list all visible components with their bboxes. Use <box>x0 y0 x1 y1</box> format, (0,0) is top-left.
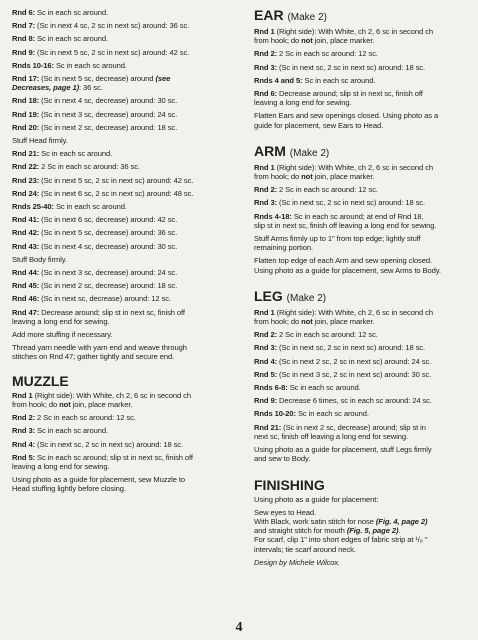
ear-rnd-6-cont: leaving a long end for sewing. <box>254 98 352 108</box>
instruction-rnd-45: Rnd 45: (Sc in next 2 sc, decrease) around: 18 sc. <box>12 281 178 291</box>
finishing-eyes: Sew eyes to Head. <box>254 507 317 517</box>
leg-rnds-6-8: Rnds 6-8: Sc in each sc around. <box>254 383 361 393</box>
ear-rnd-1-cont: from hook; do not join, place marker. <box>254 36 375 46</box>
instruction-rnd-6: Rnd 6: Sc in each sc around. <box>12 8 108 17</box>
muzzle-rnd-4: Rnd 4: (Sc in next sc, 2 sc in next sc) around: 18 sc. <box>12 439 184 449</box>
right-column <box>254 8 470 567</box>
left-column <box>12 8 236 494</box>
instruction-rnd-47: Rnd 47: Decrease around; slip st in next sc, finish off <box>12 307 185 317</box>
ear-note-cont: guide for placement, sew Ears to Head. <box>254 120 384 130</box>
section-title-muzzle: MUZZLE <box>12 372 69 389</box>
note-stuff-head: Stuff Head firmly. <box>12 136 68 146</box>
leg-rnd-1-cont: from hook; do not join, place marker. <box>254 317 375 327</box>
muzzle-rnd-3: Rnd 3: Sc in each sc around. <box>12 426 108 436</box>
note-thread-needle-cont: stitches on Rnd 47; gather tightly and secure end. <box>12 352 175 362</box>
instruction-rnds-10-16: Rnds 10-16: Sc in each sc around. <box>12 60 127 70</box>
arm-sew-note: Flatten top edge of each Arm and sew opening closed. <box>254 256 433 266</box>
instruction-rnd-18: Rnd 18: (Sc in next 4 sc, decrease) around: 30 sc. <box>12 96 178 106</box>
instruction-rnd-17-cont: Decreases, page 1): 36 sc. <box>12 83 103 93</box>
leg-note-cont: and sew to Body. <box>254 454 311 464</box>
section-title-leg: LEG (Make 2) <box>254 287 327 304</box>
note-add-stuffing: Add more stuffing if necessary. <box>12 330 113 340</box>
muzzle-rnd-1-cont: from hook; do not join, place marker. <box>12 399 133 409</box>
finishing-scarf-cont: intervals; tie scarf around neck. <box>254 544 356 554</box>
instruction-rnd-46: Rnd 46: (Sc in next sc, decrease) around: 12 sc. <box>12 294 171 304</box>
leg-note: Using photo as a guide for placement, stuff Legs firmly <box>254 445 432 455</box>
arm-rnds-4-18-cont: slip st in next sc, finish off leaving a long end for sewing. <box>254 220 437 230</box>
muzzle-rnd-1: Rnd 1 (Right side): With White, ch 2, 6 sc in second ch <box>12 390 191 400</box>
ear-rnd-6: Rnd 6: Decrease around; slip st in next sc, finish off <box>254 89 423 99</box>
finishing-scarf: For scarf, clip 1" into short edges of fabric strip at ¹/₈ " <box>254 535 428 545</box>
arm-rnd-2: Rnd 2: 2 Sc in each sc around: 12 sc. <box>254 185 378 195</box>
instruction-rnd-9: Rnd 9: (Sc in next 5 sc, 2 sc in next sc) around: 42 sc. <box>12 47 190 57</box>
instruction-rnd-42: Rnd 42: (Sc in next 5 sc, decrease) around: 36 sc. <box>12 228 178 238</box>
section-title-finishing: FINISHING <box>254 476 325 493</box>
ear-rnds-4-5: Rnds 4 and 5: Sc in each sc around. <box>254 75 376 85</box>
leg-rnd-21: Rnd 21: (Sc in next 2 sc, decrease) around; slip st in <box>254 422 426 432</box>
section-title-ear: EAR (Make 2) <box>254 7 327 23</box>
muzzle-rnd-5: Rnd 5: Sc in each sc around; slip st in next sc, finish off <box>12 452 193 462</box>
arm-stuff-note-cont: remaining portion. <box>254 243 313 253</box>
leg-rnd-2: Rnd 2: 2 Sc in each sc around: 12 sc. <box>254 330 378 340</box>
instruction-rnds-25-40: Rnds 25-40: Sc in each sc around. <box>12 202 127 212</box>
leg-rnd-21-cont: next sc, finish off leaving a long end for sewing. <box>254 431 409 441</box>
section-title-arm: ARM (Make 2) <box>254 142 330 159</box>
instruction-rnd-43: Rnd 43: (Sc in next 4 sc, decrease) around: 30 sc. <box>12 241 178 251</box>
finishing-mouth: and straight stitch for mouth (Fig. 5, page 2). <box>254 526 401 536</box>
muzzle-rnd-2: Rnd 2: 2 Sc in each sc around: 12 sc. <box>12 413 136 423</box>
leg-rnds-10-20: Rnds 10-20: Sc in each sc around. <box>254 409 369 419</box>
designer-credit: Design by Michele Wilcox. <box>254 557 341 567</box>
ear-rnd-3: Rnd 3: (Sc in next sc, 2 sc in next sc) around: 18 sc. <box>254 62 426 72</box>
arm-rnd-1: Rnd 1 (Right side): With White, ch 2, 6 sc in second ch <box>254 162 433 172</box>
finishing-intro: Using photo as a guide for placement: <box>254 494 379 504</box>
instruction-rnd-21: Rnd 21: Sc in each sc around. <box>12 149 113 159</box>
arm-sew-note-cont: Using photo as a guide for placement, sew Arms to Body. <box>254 265 441 275</box>
arm-rnd-1-cont: from hook; do not join, place marker. <box>254 172 375 182</box>
instruction-rnd-47-cont: leaving a long end for sewing. <box>12 316 110 326</box>
instruction-rnd-8: Rnd 8: Sc in each sc around. <box>12 34 108 44</box>
instruction-rnd-23: Rnd 23: (Sc in next 5 sc, 2 sc in next sc) around: 42 sc. <box>12 175 194 185</box>
instruction-rnd-17: Rnd 17: (Sc in next 5 sc, decrease) around (see <box>12 74 171 84</box>
arm-rnd-3: Rnd 3: (Sc in next sc, 2 sc in next sc) around: 18 sc. <box>254 198 426 208</box>
page-number: 4 <box>235 620 243 635</box>
leg-rnd-5: Rnd 5: (Sc in next 3 sc, 2 sc in next sc) around: 30 sc. <box>254 369 432 379</box>
arm-rnds-4-18: Rnds 4-18: Sc in each sc around; at end of Rnd 18, <box>254 211 424 221</box>
muzzle-note: Using photo as a guide for placement, sew Muzzle to <box>12 475 186 485</box>
note-thread-needle: Thread yarn needle with yarn end and weave through <box>12 343 187 353</box>
instruction-rnd-44: Rnd 44: (Sc in next 3 sc, decrease) around: 24 sc. <box>12 268 178 278</box>
leg-rnd-4: Rnd 4: (Sc in next 2 sc, 2 sc in next sc) around: 24 sc. <box>254 356 432 366</box>
instruction-rnd-19: Rnd 19: (Sc in next 3 sc, decrease) around: 24 sc. <box>12 109 178 119</box>
muzzle-rnd-5-cont: leaving a long end for sewing. <box>12 461 110 471</box>
arm-stuff-note: Stuff Arms firmly up to 1" from top edge; lightly stuff <box>254 234 421 244</box>
leg-rnd-3: Rnd 3: (Sc in next sc, 2 sc in next sc) around: 18 sc. <box>254 343 426 353</box>
ear-rnd-1: Rnd 1 (Right side): With White, ch 2, 6 sc in second ch <box>254 27 433 36</box>
instruction-rnd-7: Rnd 7: (Sc in next 4 sc, 2 sc in next sc) around: 36 sc. <box>12 21 190 31</box>
finishing-nose: With Black, work satin stitch for nose (Fig. 4, page 2) <box>254 516 428 526</box>
instruction-rnd-22: Rnd 22: 2 Sc in each sc around: 36 sc. <box>12 162 140 172</box>
ear-rnd-2: Rnd 2: 2 Sc in each sc around: 12 sc. <box>254 49 378 59</box>
leg-rnd-9: Rnd 9: Decrease 6 times, sc in each sc around: 24 sc. <box>254 396 432 406</box>
ear-note: Flatten Ears and sew openings closed. Using photo as a <box>254 111 439 121</box>
instruction-rnd-41: Rnd 41: (Sc in next 6 sc, decrease) around: 42 sc. <box>12 215 178 225</box>
instruction-rnd-20: Rnd 20: (Sc in next 2 sc, decrease) around: 18 sc. <box>12 122 178 132</box>
note-stuff-body: Stuff Body firmly. <box>12 254 67 264</box>
leg-rnd-1: Rnd 1 (Right side): With White, ch 2, 6 sc in second ch <box>254 307 433 317</box>
instruction-rnd-24: Rnd 24: (Sc in next 6 sc, 2 sc in next sc) around: 48 sc. <box>12 188 194 198</box>
muzzle-note-cont: Head stuffing lightly before closing. <box>12 484 126 494</box>
